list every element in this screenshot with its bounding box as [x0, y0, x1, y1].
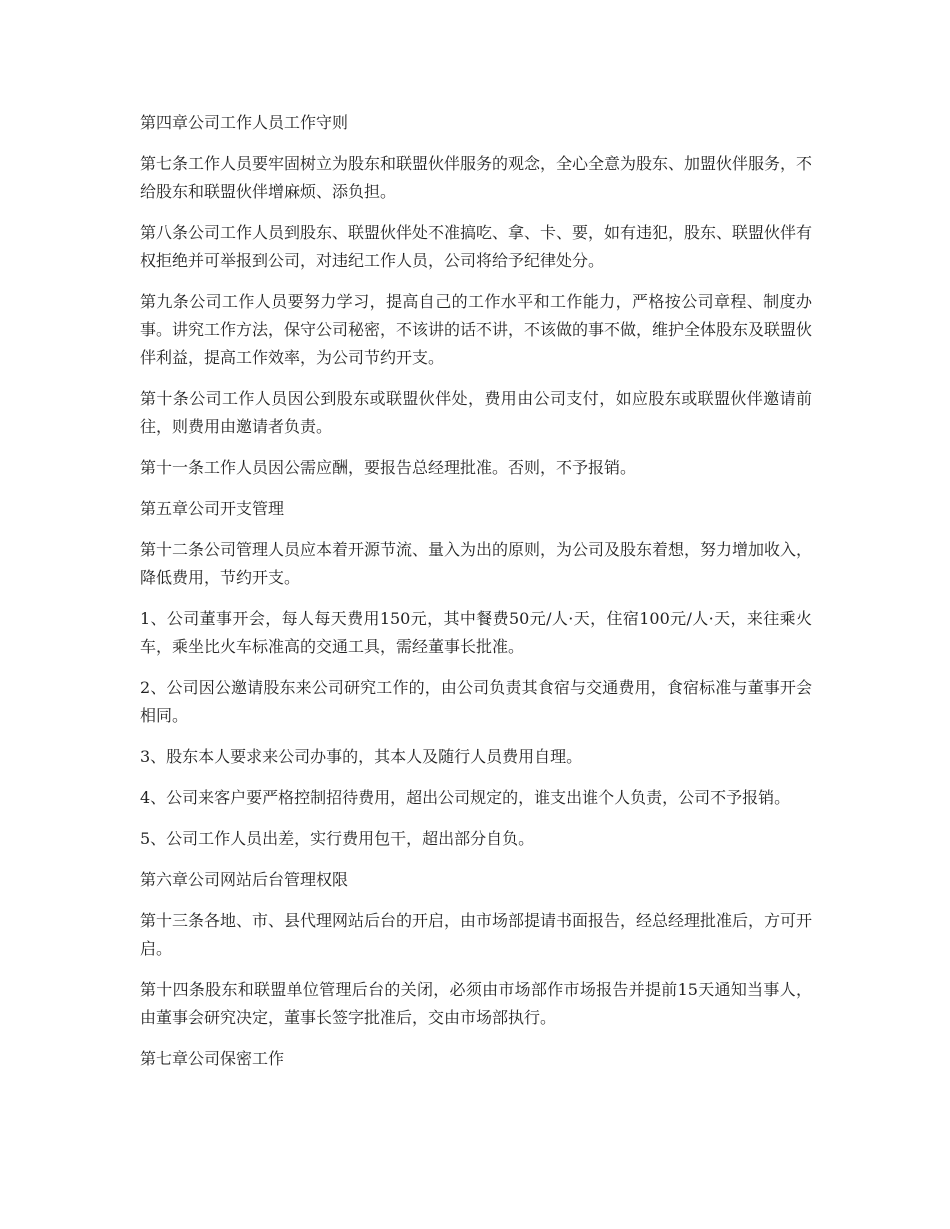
- list-item-4: 4、公司来客户要严格控制招待费用，超出公司规定的，谁支出谁个人负责，公司不予报销。: [140, 788, 791, 807]
- article-14: 第十四条股东和联盟单位管理后台的关闭，必须由市场部作市场报告并提前15天通知当事人，由董事会研究决定，董事长签字批准后，交由市场部执行。: [140, 980, 812, 1027]
- list-item-3: 3、股东本人要求来公司办事的，其本人及随行人员费用自理。: [140, 747, 583, 766]
- article-10: 第十条公司工作人员因公到股东或联盟伙伴处，费用由公司支付，如应股东或联盟伙伴邀请前往，则费用由邀请者负责。: [140, 389, 812, 436]
- article-12: 第十二条公司管理人员应本着开源节流、量入为出的原则，为公司及股东着想，努力增加收入，降低费用，节约开支。: [140, 540, 813, 587]
- chapter-heading-6: 第六章公司网站后台管理权限: [140, 870, 349, 889]
- list-item-1: 1、公司董事开会，每人每天费用150元，其中餐费50元/人·天，住宿100元/人·天，来往乘火车，乘坐比火车标准高的交通工具，需经董事长批准。: [140, 609, 812, 656]
- article-9: 第九条公司工作人员要努力学习，提高自己的工作水平和工作能力，严格按公司章程、制度办事。讲究工作方法，保守公司秘密，不该讲的话不讲，不该做的事不做，维护全体股东及联盟伙伴利益，提高工作效率，为公司节约开支。: [140, 292, 813, 367]
- list-item-5: 5、公司工作人员出差，实行费用包干，超出部分自负。: [140, 829, 535, 848]
- article-11: 第十一条工作人员因公需应酬，要报告总经理批准。否则，不予报销。: [140, 458, 637, 477]
- list-item-2: 2、公司因公邀请股东来公司研究工作的，由公司负责其食宿与交通费用，食宿标准与董事开会相同。: [140, 678, 812, 725]
- document-body: [140, 109, 812, 1086]
- article-13: 第十三条各地、市、县代理网站后台的开启，由市场部提请书面报告，经总经理批准后，方可开启。: [140, 911, 813, 958]
- article-8: 第八条公司工作人员到股东、联盟伙伴处不准搞吃、拿、卡、要，如有违犯，股东、联盟伙伴有权拒绝并可举报到公司，对违纪工作人员，公司将给予纪律处分。: [140, 223, 813, 270]
- article-7: 第七条工作人员要牢固树立为股东和联盟伙伴服务的观念，全心全意为股东、加盟伙伴服务，不给股东和联盟伙伴增麻烦、添负担。: [140, 154, 813, 201]
- chapter-heading-5: 第五章公司开支管理: [140, 499, 285, 518]
- chapter-heading-7: 第七章公司保密工作: [140, 1049, 285, 1068]
- chapter-heading-4: 第四章公司工作人员工作守则: [140, 113, 349, 132]
